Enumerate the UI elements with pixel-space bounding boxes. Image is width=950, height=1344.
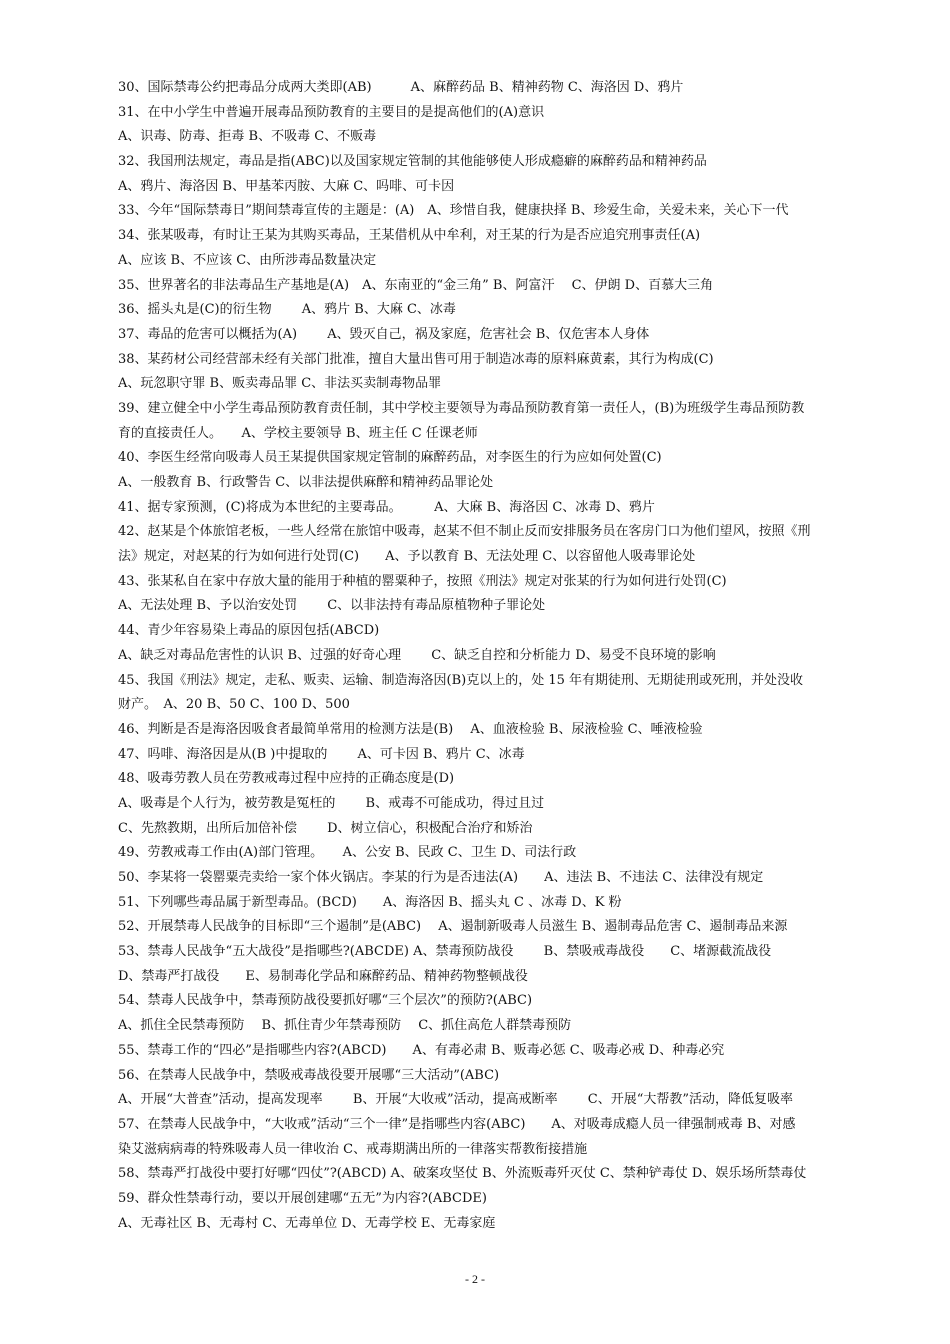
text-line: A、玩忽职守罪 B、贩卖毒品罪 C、非法买卖制毒物品罪 — [118, 376, 442, 392]
text-line: 48、吸毒劳教人员在劳教戒毒过程中应持的正确态度是(D) — [118, 771, 455, 787]
text-line: 32、我国刑法规定，毒品是指(ABC)以及国家规定管制的其他能够使人形成瘾癖的麻醉药品和精神药品 — [118, 154, 707, 170]
text-line: 54、禁毒人民战争中，禁毒预防战役要抓好哪“三个层次”的预防?(ABC) — [118, 993, 533, 1009]
text-line: 53、禁毒人民战争“五大战役”是指哪些?(ABCDE) A、禁毒预防战役 B、禁吸戒毒战役 C、堵源截流战役 — [118, 944, 772, 960]
text-line: A、开展“大普查”活动，提高发现率 B、开展“大收戒”活动，提高戒断率 C、开展“大帮教”活动，降低复吸率 — [118, 1092, 794, 1108]
text-line: 41、据专家预测，(C)将成为本世纪的主要毒品。 A、大麻 B、海洛因 C、冰毒 D、鸦片 — [118, 499, 655, 515]
text-line: 58、禁毒严打战役中要打好哪“四仗”?(ABCD) A、破案攻坚仗 B、外流贩毒歼灭仗 C、禁种铲毒仗 D、娱乐场所禁毒仗 — [118, 1166, 807, 1182]
text-line: D、禁毒严打战役 E、易制毒化学品和麻醉药品、精神药物整顿战役 — [118, 968, 528, 984]
text-line: 44、青少年容易染上毒品的原因包括(ABCD) — [118, 623, 380, 639]
text-line: 42、赵某是个体旅馆老板，一些人经常在旅馆中吸毒，赵某不但不制止反而安排服务员在客房门口为他们望风，按照《刑 — [118, 524, 811, 540]
text-line: 46、判断是否是海洛因吸食者最简单常用的检测方法是(B) A、血液检验 B、尿液检验 C、唾液检验 — [118, 721, 703, 737]
text-line: A、鸦片、海洛因 B、甲基苯丙胺、大麻 C、吗啡、可卡因 — [118, 178, 455, 194]
text-line: A、无法处理 B、予以治安处罚 C、以非法持有毒品原植物种子罪论处 — [118, 598, 546, 614]
text-line: 47、吗啡、海洛因是从(B )中提取的 A、可卡因 B、鸦片 C、冰毒 — [118, 746, 525, 762]
text-line: A、一般教育 B、行政警告 C、以非法提供麻醉和精神药品罪论处 — [118, 475, 494, 490]
text-line: A、抓住全民禁毒预防 B、抓住青少年禁毒预防 C、抓住高危人群禁毒预防 — [118, 1018, 572, 1034]
text-line: 45、我国《刑法》规定，走私、贩卖、运输、制造海洛因(B)克以上的，处 15 年有期徒刑、无期徒刑或死刑，并处没收 — [118, 672, 804, 688]
text-line: 育的直接责任人。 A、学校主要领导 B、班主任 C 任课老师 — [118, 425, 478, 441]
text-line: 31、在中小学生中普遍开展毒品预防教育的主要目的是提高他们的(A)意识 — [118, 104, 545, 120]
text-line: 51、下列哪些毒品属于新型毒品。(BCD) A、海洛因 B、摇头丸 C 、冰毒 D、K 粉 — [118, 894, 622, 910]
text-line: 35、世界著名的非法毒品生产基地是(A) A、东南亚的“金三角” B、阿富汗 C、伊朗 D、百慕大三角 — [118, 277, 714, 293]
text-line: 38、某药材公司经营部未经有关部门批准，擅自大量出售可用于制造冰毒的原料麻黄素，其行为构成(C) — [118, 351, 714, 367]
text-line: 财产。 A、20 B、50 C、100 D、500 — [118, 697, 350, 713]
text-line: 39、建立健全中小学生毒品预防教育责任制，其中学校主要领导为毒品预防教育第一责任人，(B)为班级学生毒品预防教 — [118, 400, 805, 416]
page-number: - 2 - — [465, 1272, 485, 1286]
text-line: A、应该 B、不应该 C、由所涉毒品数量决定 — [118, 252, 377, 268]
text-line: 法》规定，对赵某的行为如何进行处罚(C) A、予以教育 B、无法处理 C、以容留他人吸毒罪论处 — [118, 549, 696, 565]
text-line: 59、群众性禁毒行动，要以开展创建哪“五无”为内容?(ABCDE) — [118, 1190, 487, 1206]
text-line: 染艾滋病病毒的特殊吸毒人员一律收治 C、戒毒期满出所的一律落实帮教衔接措施 — [118, 1141, 588, 1157]
text-line: 33、今年“国际禁毒日”期间禁毒宣传的主题是：(A) A、珍惜自我，健康抉择 B、珍爱生命，关爱未来，关心下一代 — [118, 203, 789, 219]
text-line: 40、李医生经常向吸毒人员王某提供国家规定管制的麻醉药品，对李医生的行为应如何处置(C) — [118, 450, 662, 466]
text-line: 57、在禁毒人民战争中，“大收戒”活动“三个一律”是指哪些内容(ABC) A、对吸毒成瘾人员一律强制戒毒 B、对感 — [118, 1116, 796, 1132]
text-line: 52、开展禁毒人民战争的目标即“三个遏制”是(ABC) A、遏制新吸毒人员滋生 B、遏制毒品危害 C、遏制毒品来源 — [118, 919, 788, 935]
text-line: 49、劳教戒毒工作由(A)部门管理。 A、公安 B、民政 C、卫生 D、司法行政 — [118, 845, 577, 861]
document-body — [118, 76, 868, 1236]
text-line: 56、在禁毒人民战争中，禁吸戒毒战役要开展哪“三大活动”(ABC) — [118, 1067, 500, 1083]
text-line: A、吸毒是个人行为，被劳教是冤枉的 B、戒毒不可能成功，得过且过 — [118, 795, 545, 811]
text-line: 37、毒品的危害可以概括为(A) A、毁灭自己，祸及家庭，危害社会 B、仅危害本人身体 — [118, 326, 650, 342]
text-line: 30、国际禁毒公约把毒品分成两大类即(AB) A、麻醉药品 B、精神药物 C、海洛因 D、鸦片 — [118, 80, 684, 95]
text-line: 36、摇头丸是(C)的衍生物 A、鸦片 B、大麻 C、冰毒 — [118, 302, 456, 318]
text-line: A、缺乏对毒品危害性的认识 B、过强的好奇心理 C、缺乏自控和分析能力 D、易受不良环境的影响 — [118, 647, 716, 663]
text-line: 43、张某私自在家中存放大量的能用于种植的罂粟种子，按照《刑法》规定对张某的行为如何进行处罚(C) — [118, 573, 727, 589]
text-line: A、无毒社区 B、无毒村 C、无毒单位 D、无毒学校 E、无毒家庭 — [118, 1215, 496, 1231]
text-line: C、先熬教期，出所后加倍补偿 D、树立信心，积极配合治疗和矫治 — [118, 820, 533, 836]
text-line: 50、李某将一袋罂粟壳卖给一家个体火锅店。李某的行为是否违法(A) A、违法 B、不违法 C、法律没有规定 — [118, 870, 764, 885]
text-line: 34、张某吸毒，有时让王某为其购买毒品，王某借机从中牟利，对王某的行为是否应追究刑事责任(A) — [118, 228, 701, 244]
text-line: 55、禁毒工作的“四必”是指哪些内容?(ABCD) A、有毒必肃 B、贩毒必惩 C、吸毒必戒 D、种毒必究 — [118, 1042, 725, 1058]
text-line: A、识毒、防毒、拒毒 B、不吸毒 C、不贩毒 — [118, 129, 377, 145]
